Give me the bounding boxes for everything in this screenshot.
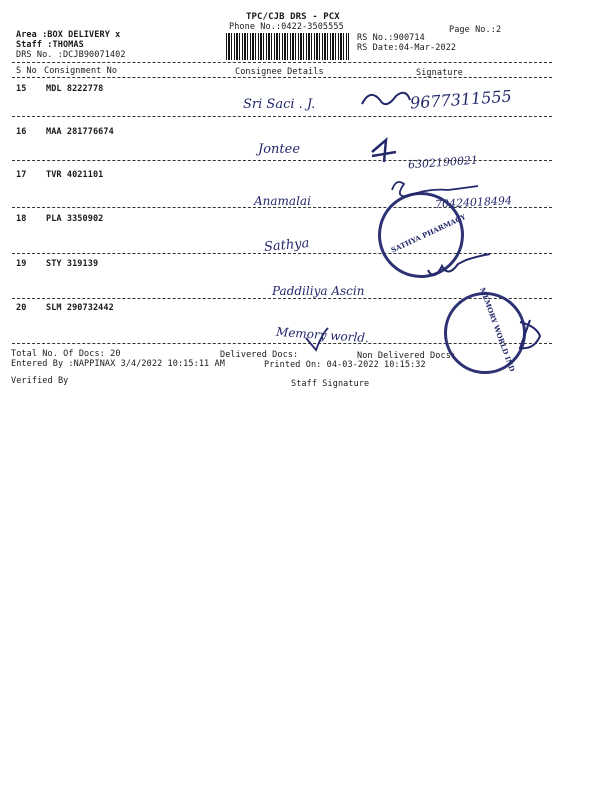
area-label: Area :BOX DELIVERY x <box>16 30 121 40</box>
signature-scribble-6 <box>520 320 540 348</box>
drs-title: TPC/CJB DRS - PCX <box>246 12 340 22</box>
row-consignment: MAA 281776674 <box>46 127 114 137</box>
row-handwriting: Sathya <box>263 236 310 255</box>
non-delivered-docs: Non Delivered Docs: <box>357 351 457 361</box>
row-signature: 6302190021 <box>407 153 479 172</box>
delivered-docs: Delivered Docs: <box>220 350 299 360</box>
signature-scribble-2 <box>372 140 396 162</box>
row-handwriting: Memory world. <box>275 324 370 346</box>
entered-by: Entered By :NAPPINAX 3/4/2022 10:15:11 AM <box>11 359 225 369</box>
row-sno: 16 <box>16 127 27 137</box>
total-docs: Total No. Of Docs: 20 <box>11 349 121 359</box>
row-sno: 15 <box>16 84 27 94</box>
row-consignment: SLM 290732442 <box>46 303 114 313</box>
staff-signature: Staff Signature <box>291 379 370 389</box>
rs-date: RS Date:04-Mar-2022 <box>357 43 457 53</box>
drs-number: DRS No. :DCJB90071402 <box>16 50 126 60</box>
signature-scribble-1 <box>362 93 410 104</box>
column-consignee: Consignee Details <box>235 67 324 77</box>
verified-by: Verified By <box>11 376 69 386</box>
column-signature: Signature <box>416 68 463 78</box>
row-consignment: TVR 4021101 <box>46 170 104 180</box>
pharmacy-stamp-text: SATHYA PHARMACY <box>389 212 467 255</box>
row-consignment: PLA 3350902 <box>46 214 104 224</box>
signature-scribble-5 <box>306 328 328 350</box>
column-consignment: Consignment No <box>44 66 118 76</box>
row-sno: 19 <box>16 259 27 269</box>
row-sno: 18 <box>16 214 27 224</box>
staff-label: Staff :THOMAS <box>16 40 84 50</box>
signature-scribble-4 <box>428 254 490 275</box>
row-signature: 70424018494 <box>434 193 513 212</box>
signature-scribble-3 <box>392 182 478 196</box>
phone-number: Phone No.:0422-3505555 <box>229 22 344 32</box>
column-sno: S No <box>16 66 37 76</box>
row-consignment: STY 319139 <box>46 259 99 269</box>
row-sno: 20 <box>16 303 27 313</box>
row-sno: 17 <box>16 170 27 180</box>
row-handwriting: Jontee <box>258 142 301 157</box>
page-number: Page No.:2 <box>449 25 502 35</box>
printed-on: Printed On: 04-03-2022 10:15:32 <box>264 360 426 370</box>
row-consignment: MDL 8222778 <box>46 84 104 94</box>
row-signature: 9677311555 <box>409 86 513 113</box>
memory-stamp-text: MEMORY WORLD IND <box>478 286 517 373</box>
row-handwriting: Paddiliya Ascin <box>272 284 365 298</box>
row-handwriting: Anamalai <box>254 194 311 208</box>
row-handwriting: Sri Saci . J. <box>243 97 316 112</box>
rs-number: RS No.:900714 <box>357 33 425 43</box>
